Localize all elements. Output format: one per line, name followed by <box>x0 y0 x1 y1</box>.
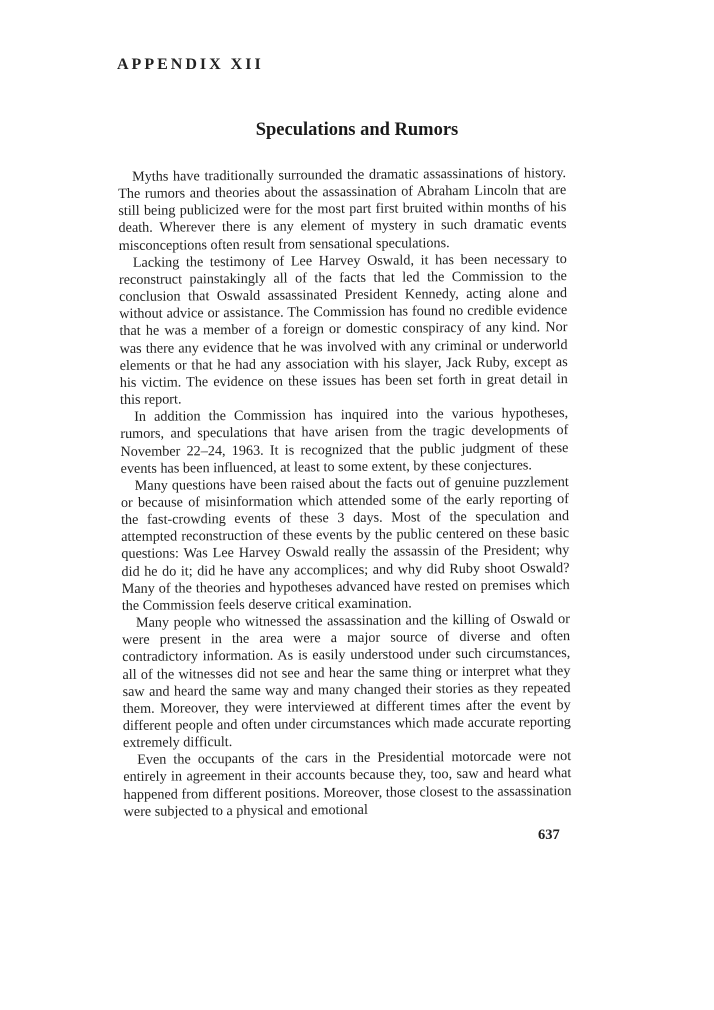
page-title: Speculations and Rumors <box>255 120 459 140</box>
body-text <box>118 165 572 821</box>
paragraph: Myths have traditionally surrounded the dramatic assassinations of history. The rumors and theories about the assassination of Abraham Lincoln that are still being publicized were for the most part first bruited within months of his death. Wherever there is any element of mystery in such dramatic events misconceptions often result from sensational speculations. <box>118 165 567 254</box>
paragraph: Lacking the testimony of Lee Harvey Oswald, it has been necessary to reconstruct painstakingly all of the facts that led the Commission to the conclusion that Oswald assassinated President Kennedy, acting alone and without advice or assistance. The Commission has found no credible evidence that he was a member of a foreign or domestic conspiracy of any kind. Nor was there any evidence that he was involved with any criminal or underworld elements or that he had any association with his slayer, Jack Ruby, except as his victim. The evidence on these issues has been set forth in great detail in this report. <box>118 250 568 409</box>
page-number: 637 <box>538 827 560 843</box>
paragraph: Many people who witnessed the assassination and the killing of Oswald or were present in the area were a major source of diverse and often contradictory information. As is easily understood under such circumstances, all of the witnesses did not see and hear the same thing or interpret what they saw and heard the same way and many changed their stories as they repeated them. Moreover, they were interviewed at different times after the event by different people and often under circumstances which made accurate reporting extremely difficult. <box>122 611 571 752</box>
paragraph: Many questions have been raised about the facts out of genuine puzzlement or because of misinformation which attended some of the early reporting of the fast-crowding events of these 3 days. Most of the speculation and attempted reconstruction of these events by the public centered on these basic questions: Was Lee Harvey Oswald really the assassin of the President; why did he do it; did he have any accomplices; and why did Ruby shoot Oswald? Many of the theories and hypotheses advanced have rested on premises which the Commission feels deserve critical examination. <box>120 473 570 614</box>
paragraph: In addition the Commission has inquired into the various hypotheses, rumors, and speculations that have arisen from the tragic developments of November 22–24, 1963. It is recognized that the public judgment of these events has been influenced, at least to some extent, by these conjectures. <box>120 405 569 477</box>
appendix-label: APPENDIX XII <box>117 56 264 73</box>
paragraph: Even the occupants of the cars in the Presidential motorcade were not entirely in agreement in their accounts because they, too, saw and heard what happened from different positions. Moreover, those closest to the assassination were subjected to a physical and emotional <box>123 748 572 820</box>
